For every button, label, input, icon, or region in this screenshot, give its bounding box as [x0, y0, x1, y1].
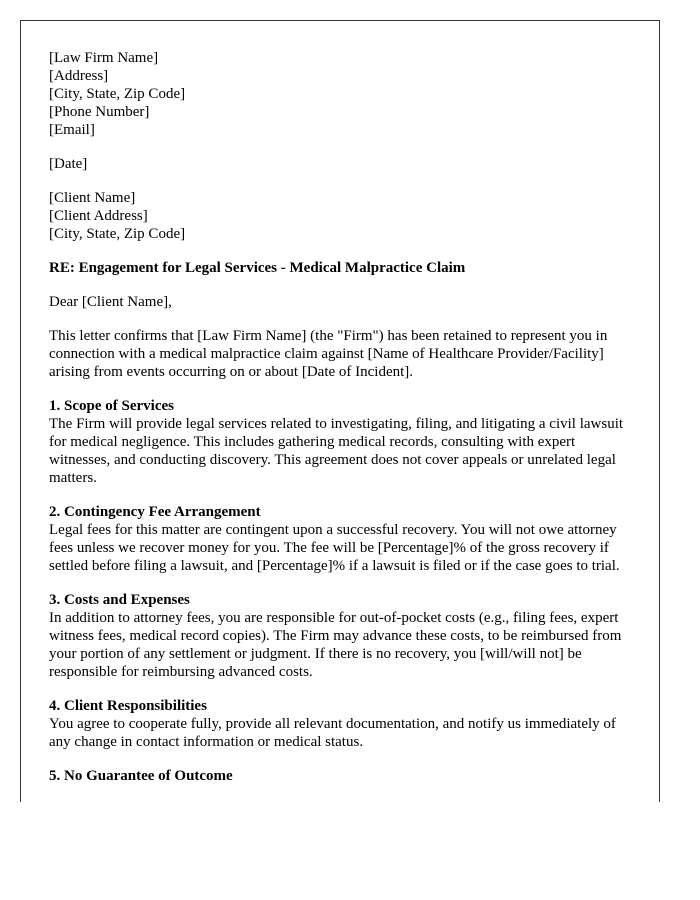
sender-firm-name: [Law Firm Name]: [49, 50, 159, 66]
section-body: Legal fees for this matter are contingent upon a successful recovery. You will not owe attorney fees unless we recover money for you. The fee will be [Percentage]% of the gross recovery if settled before filing a lawsuit, and [Percentage]% if a lawsuit is filed or if the case goes to trial.: [49, 522, 620, 574]
section-client-responsibilities: [49, 697, 639, 751]
section-body: In addition to attorney fees, you are responsible for out-of-pocket costs (e.g., filing fees, expert witness fees, medical record copies). The Firm may advance these costs, to be reimbursed from your portion of any settlement or judgment. If there is no recovery, you [will/will not] be responsible for reimbursing advanced costs.: [49, 610, 622, 680]
salutation: Dear [Client Name],: [49, 294, 172, 310]
section-no-guarantee: [49, 767, 639, 785]
section-heading: 3. Costs and Expenses: [49, 592, 190, 608]
letter-date: [Date]: [49, 156, 88, 172]
section-costs: [49, 591, 639, 681]
section-scope: [49, 397, 639, 487]
subject-line: RE: Engagement for Legal Services - Medical Malpractice Claim: [49, 260, 466, 276]
section-heading: 4. Client Responsibilities: [49, 698, 207, 714]
sender-address: [Address]: [49, 68, 109, 84]
recipient-city: [City, State, Zip Code]: [49, 226, 186, 242]
section-fees: [49, 503, 639, 575]
sender-email: [Email]: [49, 122, 95, 138]
intro-paragraph: This letter confirms that [Law Firm Name] (the "Firm") has been retained to represent you in connection with a medical malpractice claim against [Name of Healthcare Provider/Facility] arising from events occurring on or about [Date of Incident].: [49, 328, 608, 380]
section-heading: 2. Contingency Fee Arrangement: [49, 504, 261, 520]
recipient-name: [Client Name]: [49, 190, 136, 206]
section-heading: 5. No Guarantee of Outcome: [49, 768, 233, 784]
letter-page: [20, 20, 660, 802]
sender-block: [49, 49, 639, 139]
recipient-address: [Client Address]: [49, 208, 148, 224]
sender-city: [City, State, Zip Code]: [49, 86, 186, 102]
sender-phone: [Phone Number]: [49, 104, 150, 120]
recipient-block: [49, 189, 639, 243]
section-body: You agree to cooperate fully, provide all relevant documentation, and notify us immediately of any change in contact information or medical status.: [49, 716, 616, 750]
section-heading: 1. Scope of Services: [49, 398, 174, 414]
section-body: The Firm will provide legal services related to investigating, filing, and litigating a civil lawsuit for medical negligence. This includes gathering medical records, consulting with expert witnesses, and conducting discovery. This agreement does not cover appeals or unrelated legal matters.: [49, 416, 624, 486]
